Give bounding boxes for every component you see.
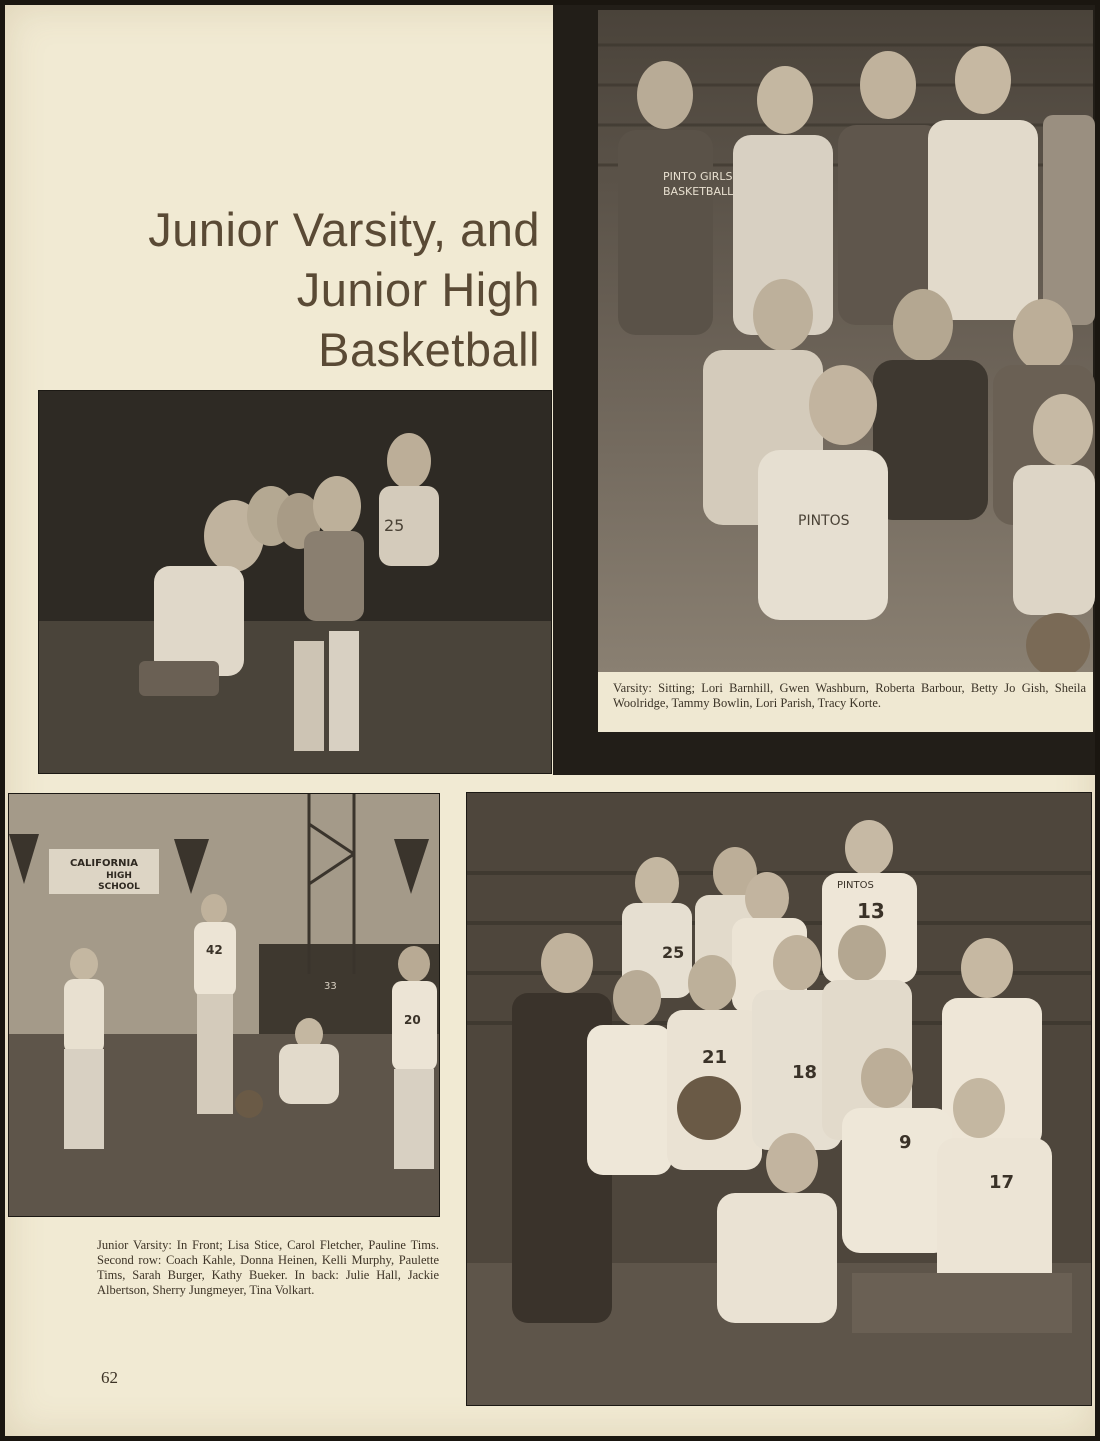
varsity-caption: Varsity: Sitting; Lori Barnhill, Gwen Washburn, Roberta Barbour, Betty Jo Gish, Sheila Woolridge, Tammy Bowlin, Lori Parish, Tracy Korte. [613, 681, 1086, 710]
jersey-text-25-team: 25 [662, 943, 685, 962]
jersey-text-17: 17 [989, 1172, 1015, 1193]
jersey-text-pintos: PINTOS [798, 513, 850, 529]
varsity-photo-panel [553, 5, 1095, 775]
page-title [80, 200, 540, 380]
title-line-2: Junior High [296, 263, 540, 316]
jersey-text-18: 18 [792, 1062, 818, 1083]
title-line-1: Junior Varsity, and [148, 203, 540, 256]
jersey-text-25-bench: 25 [384, 516, 405, 535]
game-action-photo [8, 793, 440, 1217]
jersey-text-13: 13 [857, 899, 885, 923]
jersey-text-9: 9 [899, 1132, 912, 1153]
banner-text-california: CALIFORNIA [69, 858, 139, 869]
jersey-text-20: 20 [404, 1013, 421, 1027]
jv-team-photo [466, 792, 1092, 1406]
banner-text-high: HIGH [106, 871, 132, 881]
jersey-text-33: 33 [324, 981, 337, 992]
jersey-text-girls: PINTO GIRLS [663, 170, 733, 183]
junior-varsity-caption: Junior Varsity: In Front; Lisa Stice, Carol Fletcher, Pauline Tims. Second row: Coach Kahle, Donna Heinen, Kelli Murphy, Paulette Tims, Sarah Burger, Kathy Bueker. In back: Julie Hall, Jackie Albertson, Sherry Jungmeyer, Tina Volkart. [97, 1238, 439, 1297]
bench-photo [38, 390, 552, 774]
jersey-text-21: 21 [702, 1047, 728, 1068]
page-number: 62 [101, 1368, 118, 1387]
title-line-3: Basketball [318, 323, 540, 376]
jersey-text-pintos-13: PINTOS [837, 880, 874, 891]
banner-text-school: SCHOOL [98, 882, 140, 892]
varsity-photo [553, 5, 1095, 775]
jersey-text-basketball: BASKETBALL [663, 185, 734, 198]
jersey-text-42: 42 [206, 943, 223, 957]
